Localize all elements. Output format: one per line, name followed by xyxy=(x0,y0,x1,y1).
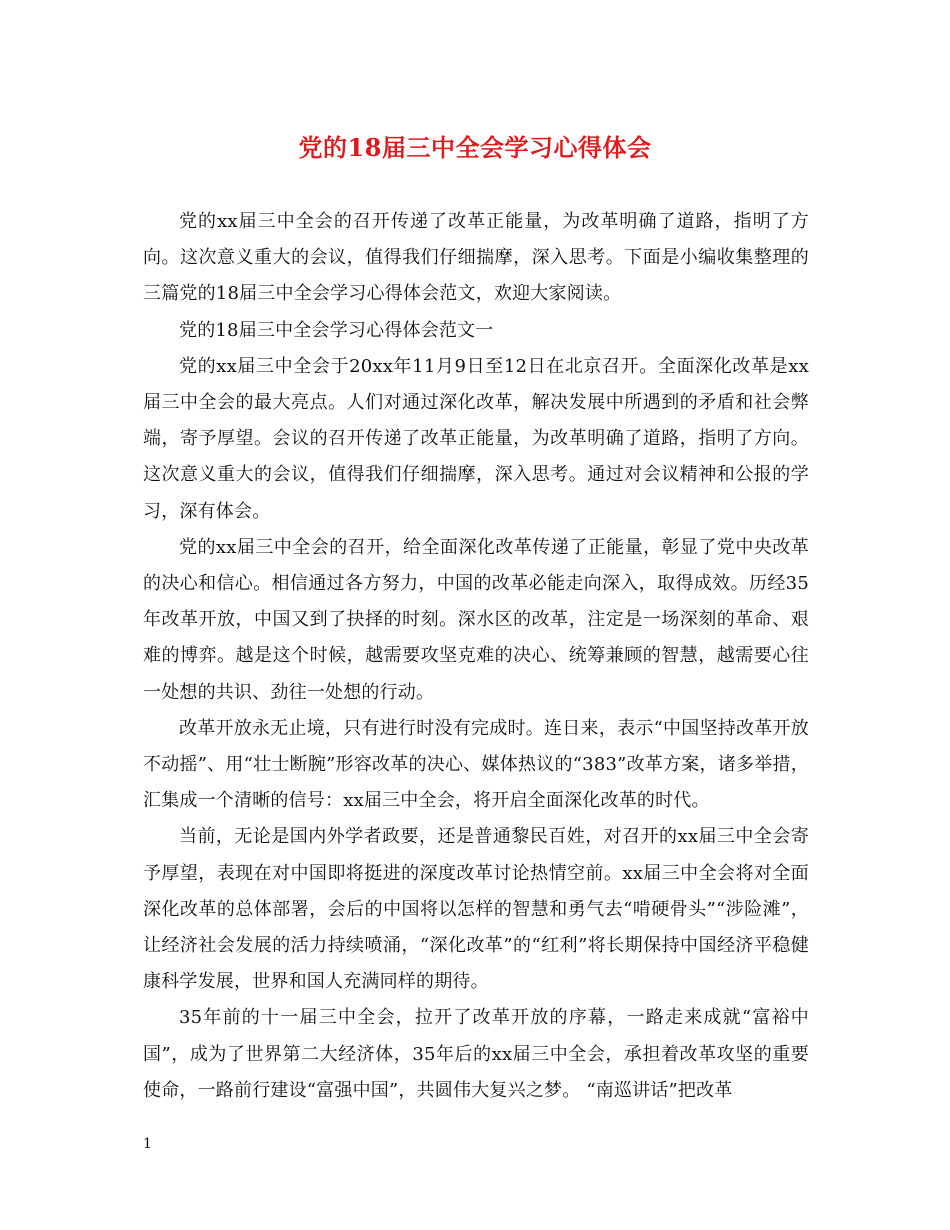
section-heading: 党的18届三中全会学习心得体会范文一 xyxy=(179,319,494,341)
body-paragraph: 改革开放永无止境，只有进行时没有完成时。连日来，表示“中国坚持改革开放不动摇”、用“壮士断腕”形容改革的决心、媒体热议的“383”改革方案，诸多举措，汇集成一个清晰的信号：xx届三中全会，将开启全面深化改革的时代。 xyxy=(143,717,809,812)
intro-paragraph: 党的xx届三中全会的召开传递了改革正能量，为改革明确了道路，指明了方向。这次意义重大的会议，值得我们仔细揣摩，深入思考。下面是小编收集整理的三篇党的18届三中全会学习心得体会范文，欢迎大家阅读。 xyxy=(143,211,809,305)
body-paragraph: 当前，无论是国内外学者政要，还是普通黎民百姓，对召开的xx届三中全会寄予厚望，表现在对中国即将挺进的深度改革讨论热情空前。xx届三中全会将对全面深化改革的总体部署，会后的中国将以怎样的智慧和勇气去“啃硬骨头”“涉险滩”，让经济社会发展的活力持续喷涌，“深化改革”的“红利”将长期保持中国经济平稳健康科学发展，世界和国人充满同样的期待。 xyxy=(143,826,809,993)
body-paragraph: 35年前的十一届三中全会，拉开了改革开放的序幕，一路走来成就“富裕中国”，成为了世界第二大经济体，35年后的xx届三中全会，承担着改革攻坚的重要使命，一路前行建设“富强中国”，共圆伟大复兴之梦。 “南巡讲话”把改革 xyxy=(143,1007,809,1101)
body-paragraph: 党的xx届三中全会于20xx年11月9日至12日在北京召开。全面深化改革是xx届三中全会的最大亮点。人们对通过深化改革，解决发展中所遇到的矛盾和社会弊端，寄予厚望。会议的召开传递了改革正能量，为改革明确了道路，指明了方向。这次意义重大的会议，值得我们仔细揣摩，深入思考。通过对会议精神和公报的学习，深有体会。 xyxy=(143,355,809,522)
document-body xyxy=(143,204,809,1109)
body-paragraph: 党的xx届三中全会的召开，给全面深化改革传递了正能量，彰显了党中央改革的决心和信心。相信通过各方努力，中国的改革必能走向深入，取得成效。历经35年改革开放，中国又到了抉择的时刻。深水区的改革，注定是一场深刻的革命、艰难的博弈。越是这个时候，越需要攻坚克难的决心、统筹兼顾的智慧，越需要心往一处想的共识、劲往一处想的行动。 xyxy=(143,536,809,703)
page-number: 1 xyxy=(143,1136,152,1152)
document-title: 党的18届三中全会学习心得体会 xyxy=(298,133,652,162)
